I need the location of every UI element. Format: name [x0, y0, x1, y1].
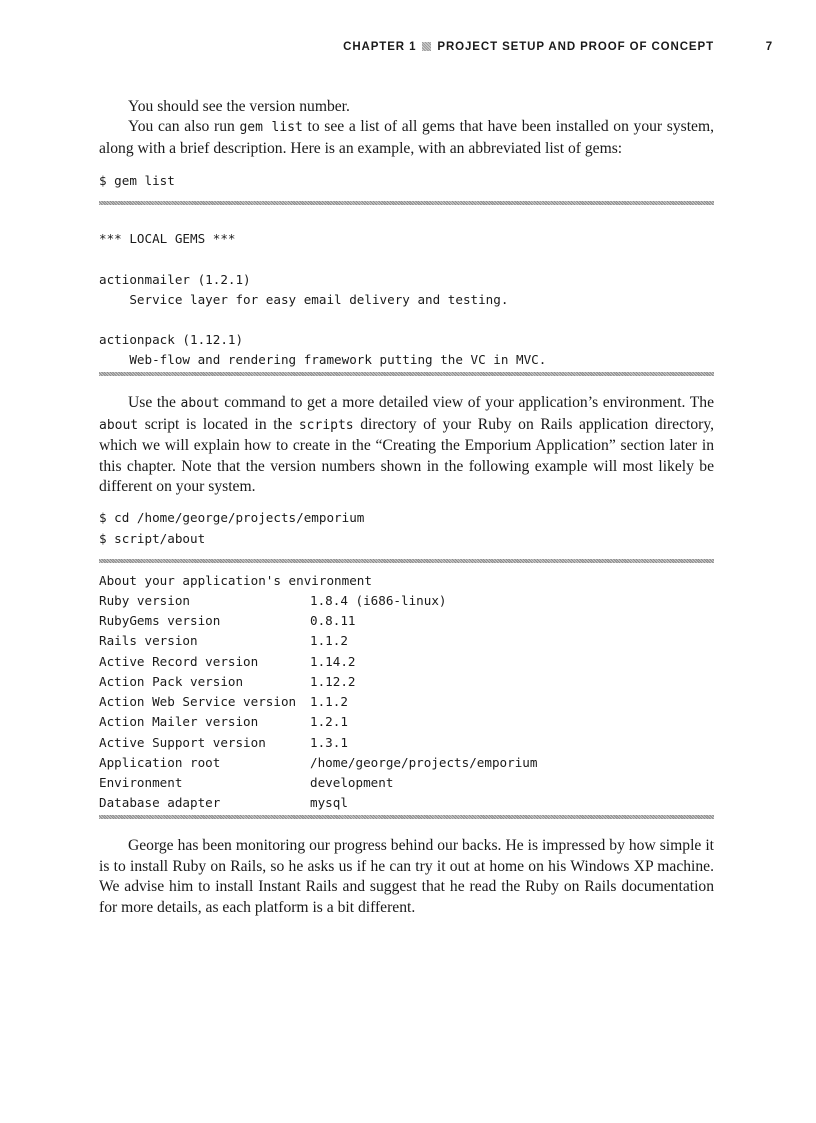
command-line: $ script/about [99, 530, 206, 546]
env-value: 1.8.4 (i686-linux) [310, 593, 447, 609]
env-key: Active Support version [99, 734, 266, 750]
code-rule-bottom [99, 815, 714, 819]
env-key: Environment [99, 774, 183, 790]
text-run: You can also run [128, 118, 240, 136]
gem-description: Web-flow and rendering framework putting the VC in MVC. [99, 352, 547, 368]
env-row [99, 753, 714, 773]
env-value: 1.1.2 [310, 633, 348, 649]
chapter-title: PROJECT SETUP AND PROOF OF CONCEPT [437, 41, 714, 53]
env-key: Database adapter [99, 795, 221, 811]
command-gem-list: $ gem list [99, 173, 175, 189]
env-key: Action Mailer version [99, 714, 259, 730]
env-value: 1.14.2 [310, 653, 356, 669]
inline-code-about: about [180, 396, 220, 412]
gem-description: Service layer for easy email delivery and testing. [99, 291, 509, 307]
text-run: to see a list of all gems that have been installed on your system, along with a brief description. Here is an example, with an abbreviated list of gems: [99, 118, 714, 157]
text-run: Use the [128, 394, 181, 412]
env-row [99, 611, 714, 631]
env-key: Action Pack version [99, 673, 244, 689]
env-row [99, 631, 714, 651]
running-head [0, 41, 816, 57]
env-key: RubyGems version [99, 613, 221, 629]
env-row [99, 591, 714, 611]
paragraph-version-number: You should see the version number. [128, 98, 350, 115]
paragraph-gem-list [99, 117, 714, 159]
env-key: Action Web Service version [99, 694, 297, 710]
env-value: 1.3.1 [310, 734, 348, 750]
text-run: script is located in the [138, 415, 299, 433]
inline-code-about: about [99, 417, 139, 433]
env-key: Active Record version [99, 653, 259, 669]
env-key: Ruby version [99, 593, 190, 609]
command-block-about [99, 508, 714, 548]
env-row [99, 692, 714, 712]
env-value: 1.12.2 [310, 673, 356, 689]
gem-list-output [99, 205, 714, 370]
env-value: development [310, 774, 394, 790]
env-row [99, 733, 714, 753]
env-key: Application root [99, 754, 221, 770]
env-row [99, 712, 714, 732]
text-run: command to get a more detailed view of your application’s environment. The [219, 394, 714, 412]
paragraph-about-command [99, 393, 714, 497]
paragraph-george: George has been monitoring our progress behind our backs. He is impressed by how simple it is to install Ruby on Rails, so he asks us if he can try it out at home on his Windows XP machine. We advise him to install Instant Rails and suggest that he read the Ruby on Rails documentation for more details, as each platform is a bit different. [99, 837, 714, 916]
env-row [99, 672, 714, 692]
page-body [99, 97, 714, 918]
code-rule-bottom [99, 372, 714, 376]
env-row [99, 793, 714, 813]
env-row [99, 652, 714, 672]
env-value: 1.2.1 [310, 714, 348, 730]
gem-name: actionmailer (1.2.1) [99, 271, 251, 287]
about-output [99, 563, 714, 813]
page-number: 7 [765, 41, 773, 53]
separator-square-icon [422, 42, 431, 51]
local-gems-header: *** LOCAL GEMS *** [99, 231, 236, 247]
env-value: /home/george/projects/emporium [310, 754, 538, 770]
inline-code-gem-list: gem list [239, 120, 303, 136]
about-heading: About your application's environment [99, 572, 372, 588]
env-row [99, 773, 714, 793]
env-value: 0.8.11 [310, 613, 356, 629]
chapter-label: CHAPTER 1 [343, 41, 417, 53]
running-head-title [343, 41, 714, 53]
text-run: directory of your Ruby on Rails application directory, which we will explain how to create in the “Creating the Emporium Application” section later in this chapter. Note that the version numbers shown in the following example will most likely be different on your system. [99, 415, 714, 496]
env-key: Rails version [99, 633, 198, 649]
gem-name: actionpack (1.12.1) [99, 332, 244, 348]
inline-code-scripts: scripts [298, 417, 354, 433]
env-value: mysql [310, 795, 348, 811]
env-value: 1.1.2 [310, 694, 348, 710]
command-line: $ cd /home/george/projects/emporium [99, 510, 365, 526]
